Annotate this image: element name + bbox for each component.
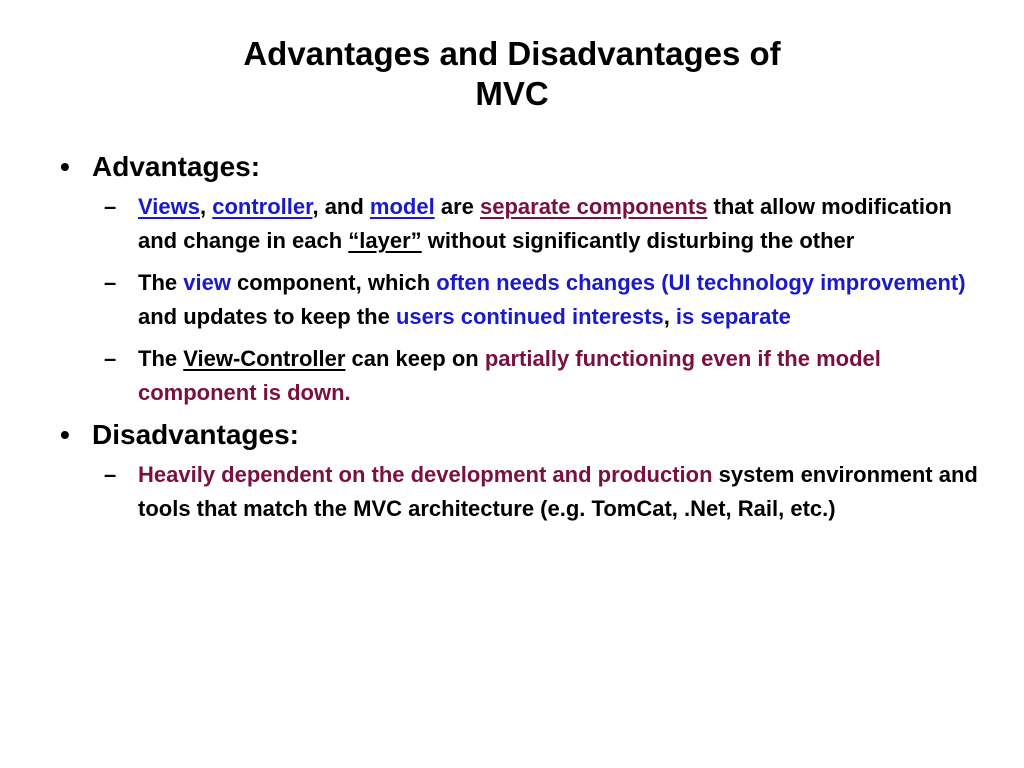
sub-bullet-marker: –	[104, 462, 117, 487]
sub-bullet-marker: –	[104, 194, 117, 219]
text-run: system environment and tools that match the MVC architecture (e.g. TomCat, .Net, Rail, etc.)	[138, 462, 978, 521]
text-run: Heavily dependent on the development and production	[138, 462, 713, 487]
slide-title-line-2: MVC	[475, 75, 549, 112]
bullet-advantages	[58, 150, 978, 410]
text-run: The	[138, 270, 184, 295]
bullet-marker: •	[60, 419, 70, 450]
text-run: controller	[212, 194, 313, 219]
text-run: Views	[138, 194, 200, 219]
text-run: that allow modification and change in each	[138, 194, 952, 253]
text-run: users continued interests	[395, 304, 664, 329]
text-run: and updates to keep the	[138, 304, 396, 329]
text-run: model	[369, 194, 435, 219]
text-run: View-Controller	[183, 346, 346, 371]
text-run: The	[138, 346, 184, 371]
text-run: component, which	[230, 270, 437, 295]
text-run: without significantly disturbing the other	[421, 228, 855, 253]
disadvantages-sublist	[92, 458, 978, 526]
text-run: often needs changes (UI technology improvement)	[436, 270, 966, 295]
sub-bullet-marker: –	[104, 270, 117, 295]
text-run: , and	[312, 194, 370, 219]
sub-bullet-marker: –	[104, 346, 117, 371]
text-run: partially functioning even if the model component is down.	[138, 346, 881, 405]
sub-bullet	[92, 458, 978, 526]
sub-bullet	[92, 190, 978, 258]
text-run: can keep on	[345, 346, 485, 371]
bullet-disadvantages	[58, 418, 978, 526]
text-run: ,	[663, 304, 676, 329]
text-run: view	[183, 270, 231, 295]
bullet-marker: •	[60, 151, 70, 182]
slide-title	[0, 34, 1024, 114]
slide-title-line-1: Advantages and Disadvantages of	[243, 35, 781, 72]
text-run: separate components	[479, 194, 708, 219]
sub-bullet	[92, 342, 978, 410]
bullet-heading-advantages: Advantages:	[92, 151, 261, 182]
text-run: is separate	[675, 304, 791, 329]
text-run: ,	[199, 194, 213, 219]
bullet-heading-disadvantages: Disadvantages:	[92, 419, 299, 450]
text-run: “layer”	[348, 228, 422, 253]
sub-bullet	[92, 266, 978, 334]
advantages-sublist	[92, 190, 978, 410]
text-run: are	[434, 194, 480, 219]
bullet-list	[58, 150, 978, 534]
